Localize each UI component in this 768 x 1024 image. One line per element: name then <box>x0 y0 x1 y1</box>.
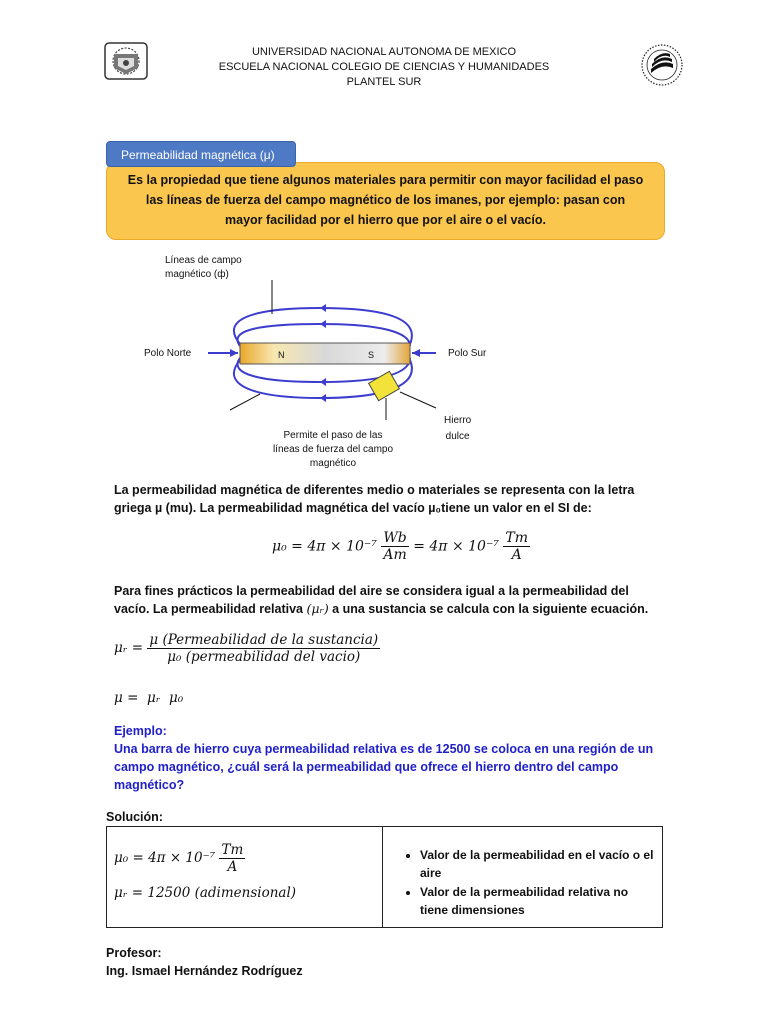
eq2-frac <box>147 632 380 665</box>
eq1-lhs: μ₀ = 4π × 10⁻⁷ <box>272 538 377 555</box>
field-line-outer-top <box>234 308 412 344</box>
equation-mu0 <box>272 530 530 563</box>
magnet-s-label: S <box>368 350 375 360</box>
equation-mur <box>114 632 380 665</box>
para2-a: Para fines prácticos la permeabilidad del aire se considera igual a la permeabilidad del vacío. La <box>114 584 629 616</box>
soft-iron-label <box>444 414 471 444</box>
solution-eq-mu0 <box>114 842 381 875</box>
eq1-frac2 <box>503 530 530 563</box>
equation-mu: μ = μᵣ μ₀ <box>114 690 184 706</box>
header-line-3: PLANTEL SUR <box>346 76 422 88</box>
example-title: Ejemplo: <box>114 724 167 738</box>
paragraph-permeability: La permeabilidad magnética de diferentes medio o materiales se representa con la letra griega µ (mu). La permeabilidad magnética del vacío µ₀tiene un valor en el SI de: <box>114 483 635 515</box>
sol-mu0-lhs: μ₀ = 4π × 10⁻⁷ <box>114 850 216 866</box>
pointer-iron <box>400 392 436 408</box>
solution-equations-cell <box>107 827 383 928</box>
solution-notes-list <box>406 846 655 919</box>
header-line-2: ESCUELA NACIONAL COLEGIO DE CIENCIAS Y HUMANIDADES <box>218 61 550 73</box>
magnet-n-label: N <box>278 350 285 360</box>
eq1-frac1-den: Am <box>383 547 407 563</box>
eq1-frac1-num: Wb <box>381 530 408 547</box>
paragraph-relative <box>114 582 664 618</box>
professor-name: Ing. Ismael Hernández Rodríguez <box>106 964 303 978</box>
professor-block <box>106 944 303 980</box>
soft-iron-label-2: dulce <box>445 431 470 442</box>
north-pole-label: Polo Norte <box>144 348 192 359</box>
south-pole-label: Polo Sur <box>448 348 487 359</box>
example-section <box>114 722 664 794</box>
eq2-lhs: μᵣ = <box>114 640 144 656</box>
solution-notes-cell <box>383 827 663 928</box>
cch-logo-icon <box>640 42 684 88</box>
field-lines-label-1: Líneas de campo <box>165 255 242 266</box>
arrow-left <box>230 349 238 357</box>
arrow-right <box>412 349 420 357</box>
unam-seal-icon <box>104 42 148 80</box>
magnet-field-diagram <box>200 280 440 420</box>
header-line-1: UNIVERSIDAD NACIONAL AUTONOMA DE MEXICO <box>251 46 517 58</box>
solution-eq-mur: μᵣ = 12500 (adimensional) <box>114 885 297 901</box>
eq1-frac2-num: Tm <box>505 530 529 546</box>
soft-iron-label-1: Hierro <box>444 415 472 426</box>
sol-mu0-den: A <box>227 859 238 875</box>
soft-iron-block <box>369 371 400 400</box>
allows-passage-3: magnético <box>309 458 357 469</box>
eq1-mid: = 4π × 10⁻⁷ <box>413 538 499 555</box>
allows-passage-2: líneas de fuerza del campo <box>272 444 394 455</box>
allows-passage-label <box>262 429 404 471</box>
eq1-frac1 <box>381 530 408 563</box>
definition-box <box>106 162 665 240</box>
solution-note: • Valor de la permeabilidad en el vacío o el aire <box>420 846 655 882</box>
para2-c: a una sustancia se calcula con la siguiente ecuación. <box>328 602 649 616</box>
solution-table <box>106 826 663 928</box>
arrow-top-outer <box>320 304 326 312</box>
definition-text: Es la propiedad que tiene algunos materiales para permitir con mayor facilidad el paso las líneas de fuerza del campo magnético de los imanes, por ejemplo: pasan con mayor facilidad por el hierro que por el aire o el vacío. <box>127 173 644 227</box>
sol-mu0-frac <box>219 842 245 875</box>
professor-label: Profesor: <box>106 946 162 960</box>
allows-passage-1: Permite el paso de las <box>283 430 383 441</box>
bar-magnet <box>240 343 410 364</box>
eq2-den: μ₀ (permeabilidad del vacio) <box>167 649 361 665</box>
solution-note: • Valor de la permeabilidad relativa no tiene dimensiones <box>420 883 655 919</box>
eq2-num: μ (Permeabilidad de la sustancia) <box>149 632 379 648</box>
sol-mu0-num: Tm <box>221 842 244 858</box>
institution-header <box>150 45 618 90</box>
field-lines-label-2: magnético (ф) <box>165 269 229 280</box>
arrow-bottom-outer <box>320 394 326 402</box>
solution-label: Solución: <box>106 810 163 824</box>
topic-tag: Permeabilidad magnética (μ) <box>106 141 296 167</box>
example-text: Una barra de hierro cuya permeabilidad relativa es de 12500 se coloca en una región de un campo magnético, ¿cuál será la permeabilidad que ofrece el hierro dentro del campo magnético? <box>114 742 654 792</box>
arrow-bottom-inner <box>320 378 326 386</box>
field-lines-label <box>165 254 242 282</box>
eq1-frac2-den: A <box>511 547 522 563</box>
pointer-bottom-left <box>230 394 260 410</box>
arrow-top-inner <box>320 320 326 328</box>
para2-mu: (μᵣ) <box>306 601 329 616</box>
para2-b: permeabilidad relativa <box>170 602 303 616</box>
